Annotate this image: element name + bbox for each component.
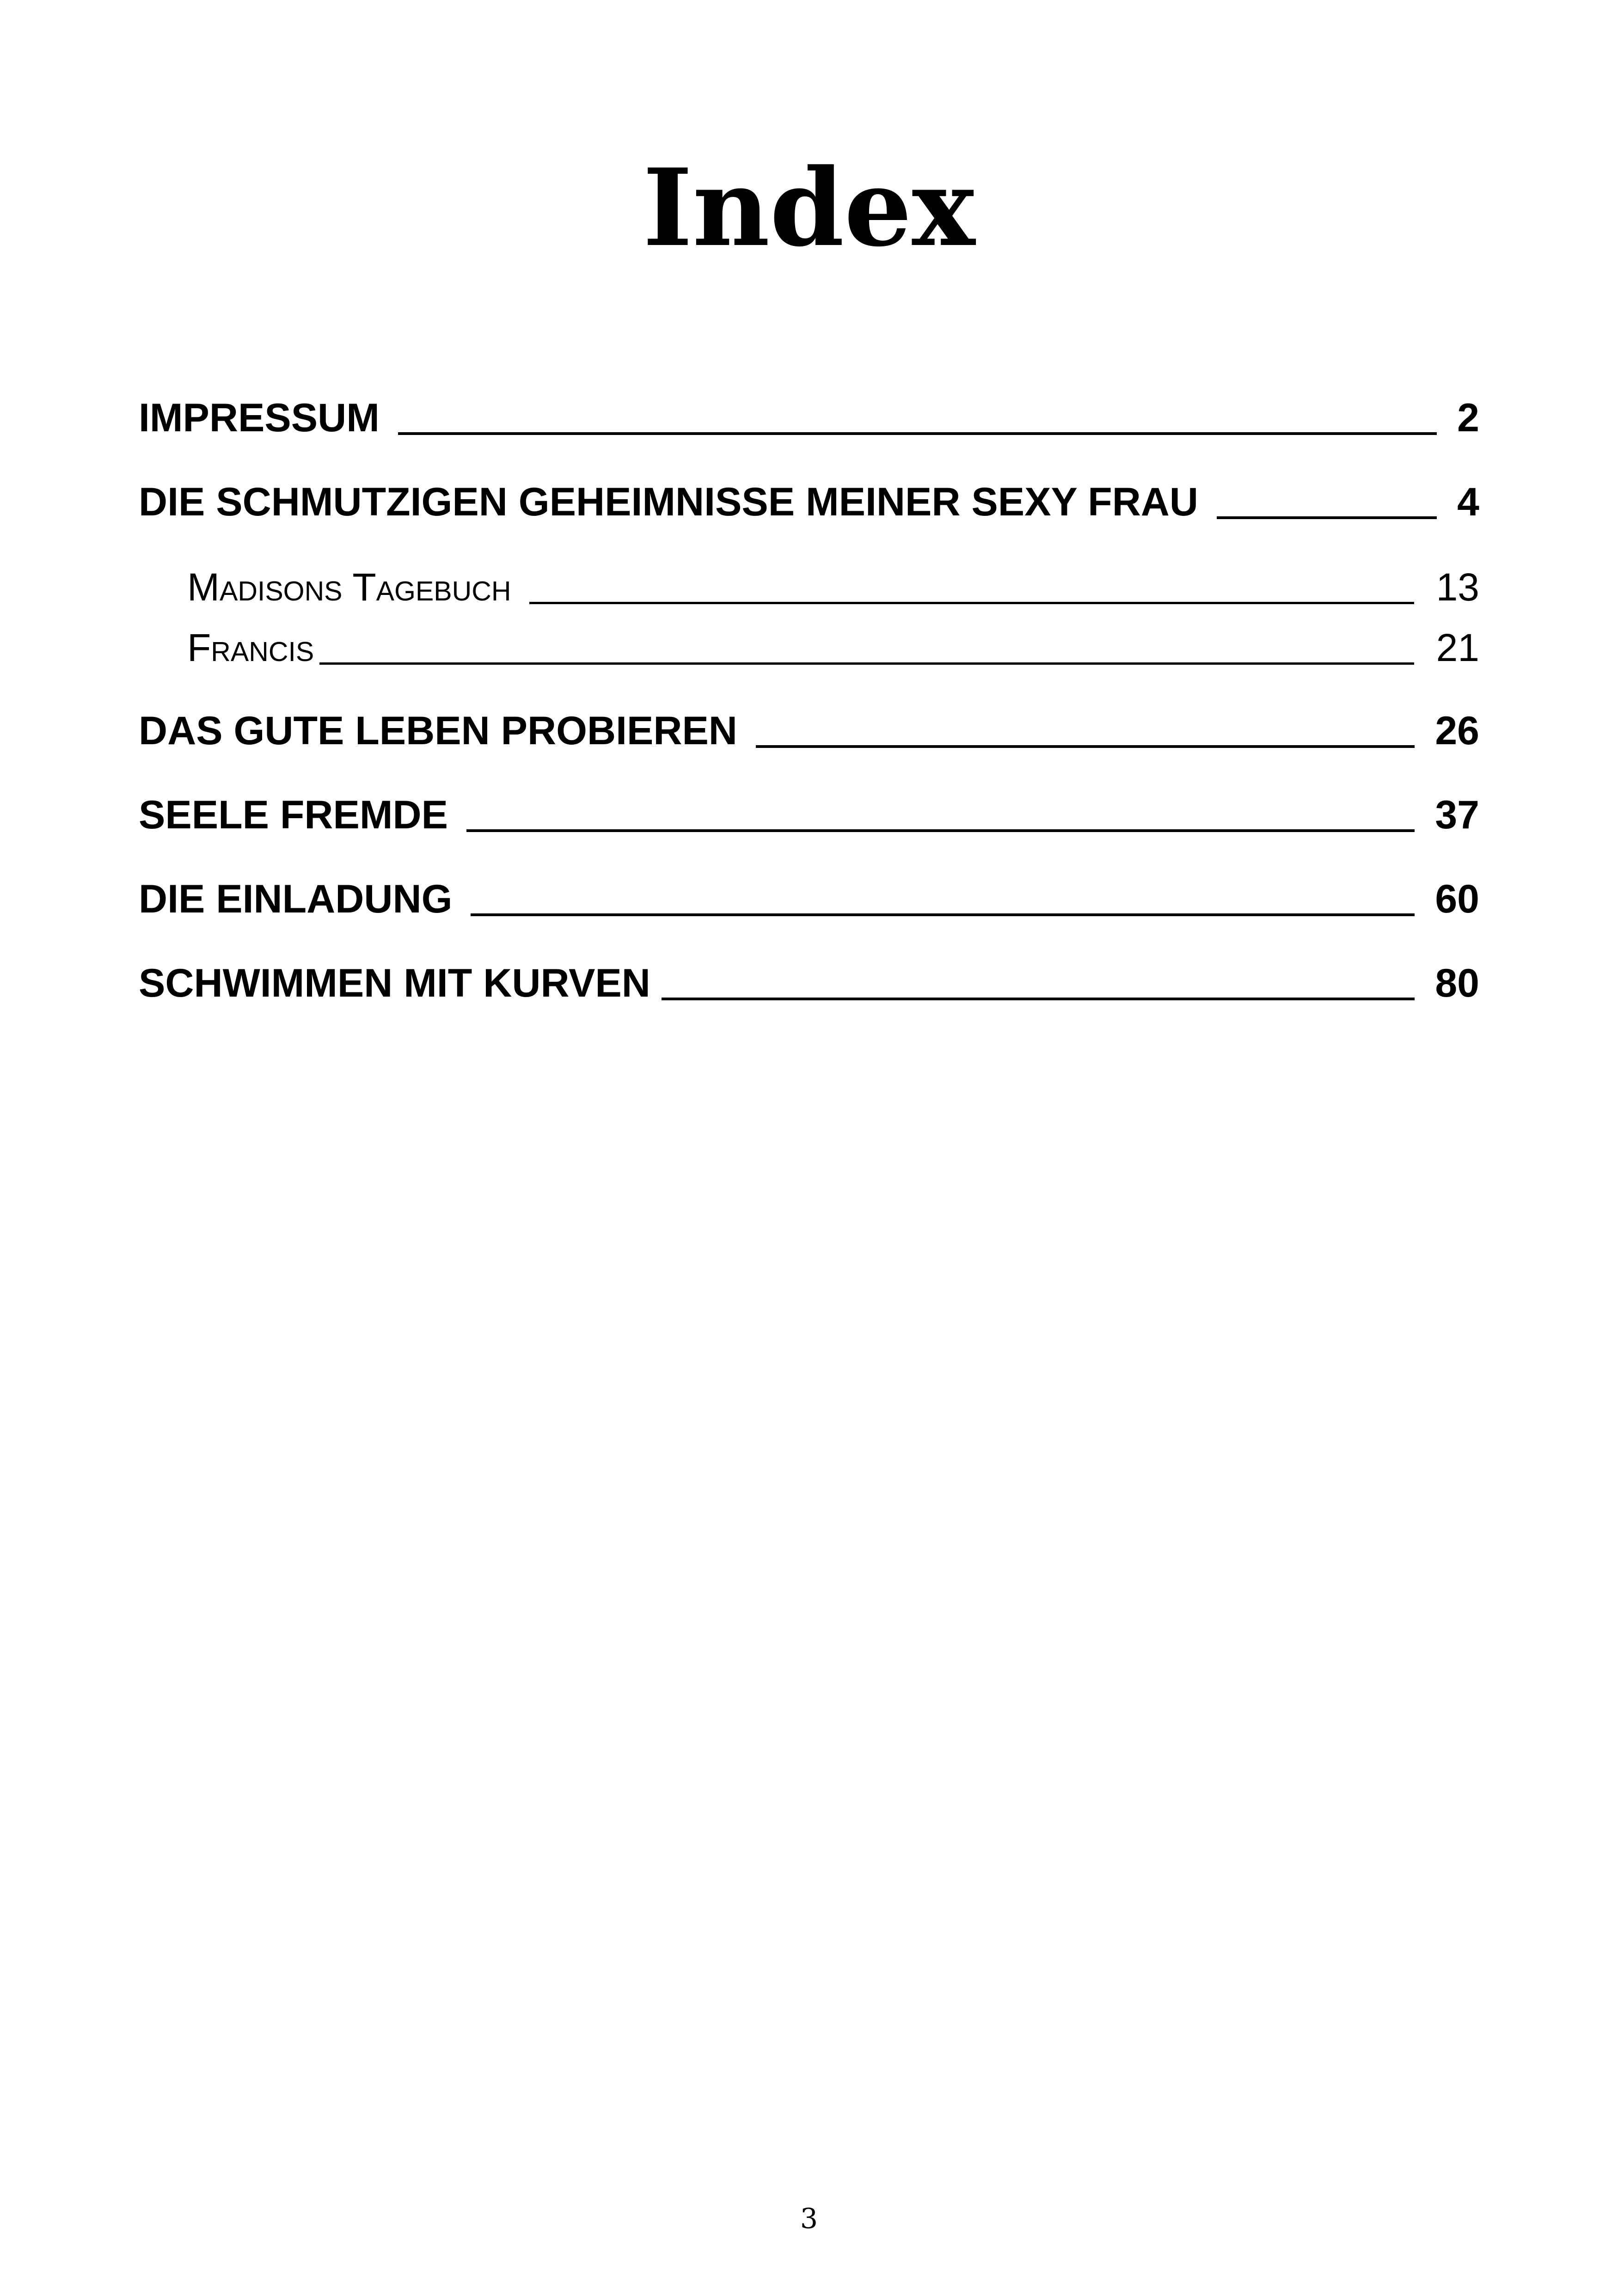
toc-entry-page: 37 <box>1435 793 1479 837</box>
toc-leader-line <box>529 602 1414 604</box>
toc-entry-label: SCHWIMMEN MIT KURVEN <box>139 961 650 1005</box>
toc-entry[interactable] <box>139 708 1479 764</box>
toc-entry-label: DIE SCHMUTZIGEN GEHEIMNISSE MEINER SEXY FRAU <box>139 480 1199 524</box>
toc-leader-line <box>1217 516 1437 519</box>
toc-leader-line <box>471 913 1415 916</box>
table-of-contents <box>139 0 1479 2296</box>
page-title: Index <box>643 146 975 270</box>
toc-entry[interactable] <box>139 479 1479 535</box>
toc-subentry[interactable] <box>187 625 1479 676</box>
toc-leader-line <box>466 829 1415 832</box>
toc-entry-label: Francis <box>187 626 314 669</box>
toc-leader-line <box>398 432 1437 435</box>
toc-entry[interactable] <box>139 395 1479 451</box>
toc-leader-line <box>662 998 1415 1000</box>
toc-entry-label: Madisons Tagebuch <box>187 565 511 609</box>
toc-entry[interactable] <box>139 792 1479 848</box>
toc-entry-page: 26 <box>1435 709 1479 753</box>
toc-entry-label: IMPRESSUM <box>139 396 380 440</box>
toc-subentry[interactable] <box>187 565 1479 616</box>
toc-entry-page: 13 <box>1436 565 1479 609</box>
toc-leader-line <box>756 745 1415 748</box>
toc-entry-page: 4 <box>1457 480 1479 524</box>
toc-entry-label: SEELE FREMDE <box>139 793 448 837</box>
page-number: 3 <box>800 2203 818 2235</box>
toc-entry[interactable] <box>139 876 1479 932</box>
toc-entry-label: DAS GUTE LEBEN PROBIEREN <box>139 709 737 753</box>
toc-entry-label: DIE EINLADUNG <box>139 877 453 921</box>
toc-entry-page: 2 <box>1457 396 1479 440</box>
toc-entry-page: 21 <box>1436 626 1479 669</box>
toc-entry[interactable] <box>139 961 1479 1016</box>
toc-entry-page: 80 <box>1435 961 1479 1005</box>
toc-entry-page: 60 <box>1435 877 1479 921</box>
toc-leader-line <box>319 662 1414 665</box>
